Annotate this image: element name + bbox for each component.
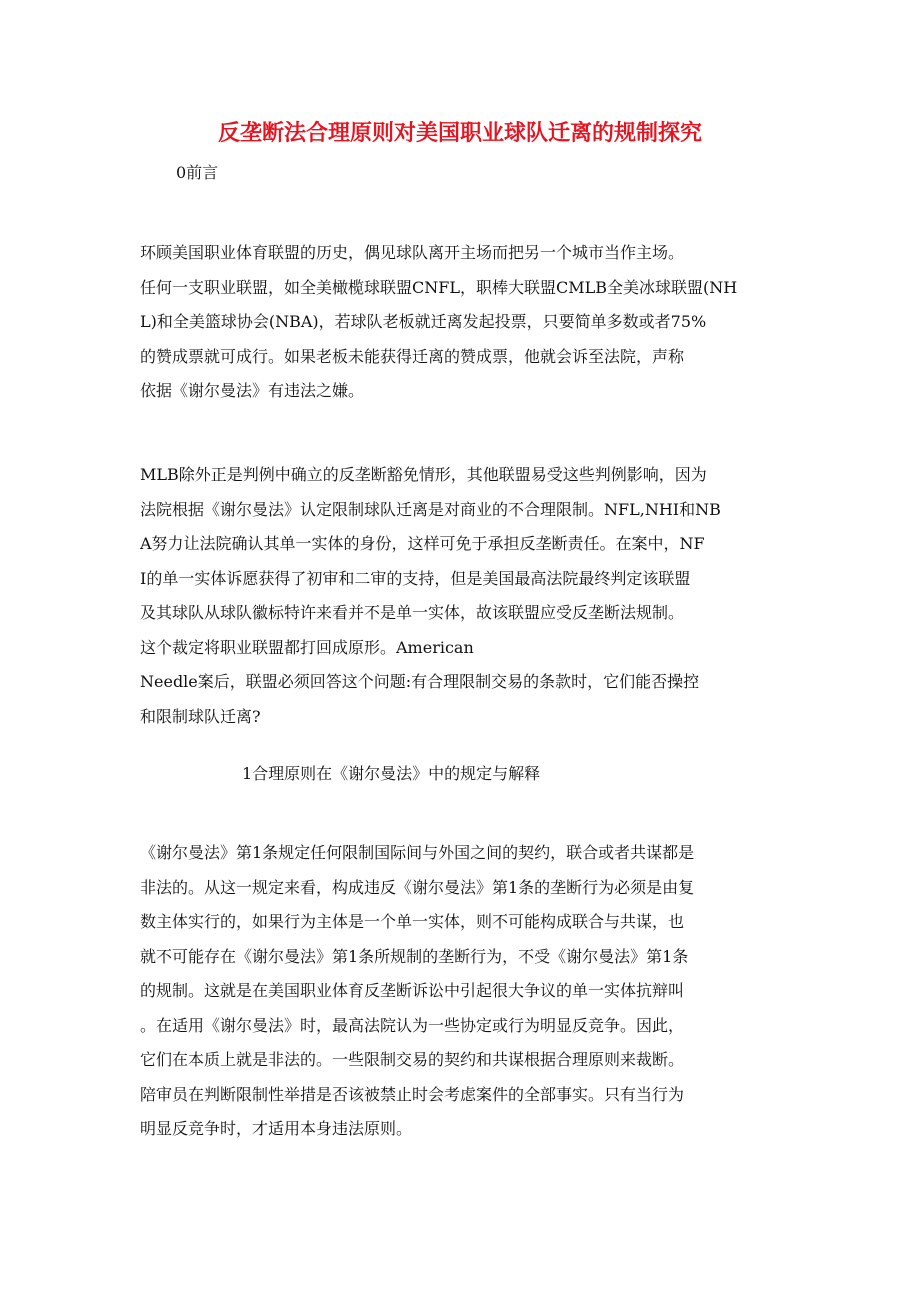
paragraph-line: 的规制。这就是在美国职业体育反垄断诉讼中引起很大争议的单一实体抗辩叫 [140,981,685,1000]
paragraph-line: 明显反竞争时，才适用本身违法原则。 [140,1119,413,1138]
paragraph-line: 环顾美国职业体育联盟的历史，偶见球队离开主场而把另一个城市当作主场。 [140,243,685,262]
paragraph-line: 依据《谢尔曼法》有违法之嫌。 [140,381,365,400]
paragraph-line: 这个裁定将职业联盟都打回成原形。American [140,637,474,657]
paragraph [140,236,780,409]
paragraph-line: 《谢尔曼法》第1条规定任何限制国际间与外国之间的契约，联合或者共谋都是 [140,843,695,862]
document-title: 反垄断法合理原则对美国职业球队迁离的规制探究 [217,121,702,146]
section-heading-intro: 0前言 [176,163,219,182]
paragraph-line: 法院根据《谢尔曼法》认定限制球队迁离是对商业的不合理限制。NFL,NHI和NB [140,499,721,519]
paragraph [140,836,780,1147]
paragraph-line: 和限制球队迁离? [140,706,261,726]
paragraph-line: 非法的。从这一规定来看，构成违反《谢尔曼法》第1条的垄断行为必须是由复 [140,877,695,897]
paragraph-line: 。在适用《谢尔曼法》时，最高法院认为一些协定或行为明显反竞争。因此， [140,1015,685,1035]
paragraph-line: Needle案后，联盟必须回答这个问题:有合理限制交易的条款时，它们能否操控 [140,672,700,691]
paragraph-line: 任何一支职业联盟，如全美橄榄球联盟CNFL，职棒大联盟CMLB全美冰球联盟(NH [140,277,738,297]
paragraph-line: 就不可能存在《谢尔曼法》第1条所规制的垄断行为，不受《谢尔曼法》第1条 [140,946,689,966]
paragraph-line: I的单一实体诉愿获得了初审和二审的支持，但是美国最高法院最终判定该联盟 [140,568,691,588]
paragraph-line: 陪审员在判断限制性举措是否该被禁止时会考虑案件的全部事实。只有当行为 [140,1084,685,1104]
paragraph-line: 它们在本质上就是非法的。一些限制交易的契约和共谋根据合理原则来裁断。 [140,1050,685,1069]
paragraph-line: 数主体实行的，如果行为主体是一个单一实体，则不可能构成联合与共谋，也 [140,912,685,931]
paragraph-line: A努力让法院确认其单一实体的身份，这样可免于承担反垄断责任。在案中，NF [140,534,705,553]
paragraph-line: 及其球队从球队徽标特许来看并不是单一实体，故该联盟应受反垄断法规制。 [140,603,685,622]
paragraph-line: MLB除外正是判例中确立的反垄断豁免情形，其他联盟易受这些判例影响，因为 [140,465,707,484]
paragraph [140,458,780,734]
paragraph-line: L)和全美篮球协会(NBA)，若球队老板就迁离发起投票，只要简单多数或者75% [140,312,707,331]
section-heading-1: 1合理原则在《谢尔曼法》中的规定与解释 [242,764,541,783]
paragraph-line: 的赞成票就可成行。如果老板未能获得迁离的赞成票，他就会诉至法院，声称 [140,346,685,366]
